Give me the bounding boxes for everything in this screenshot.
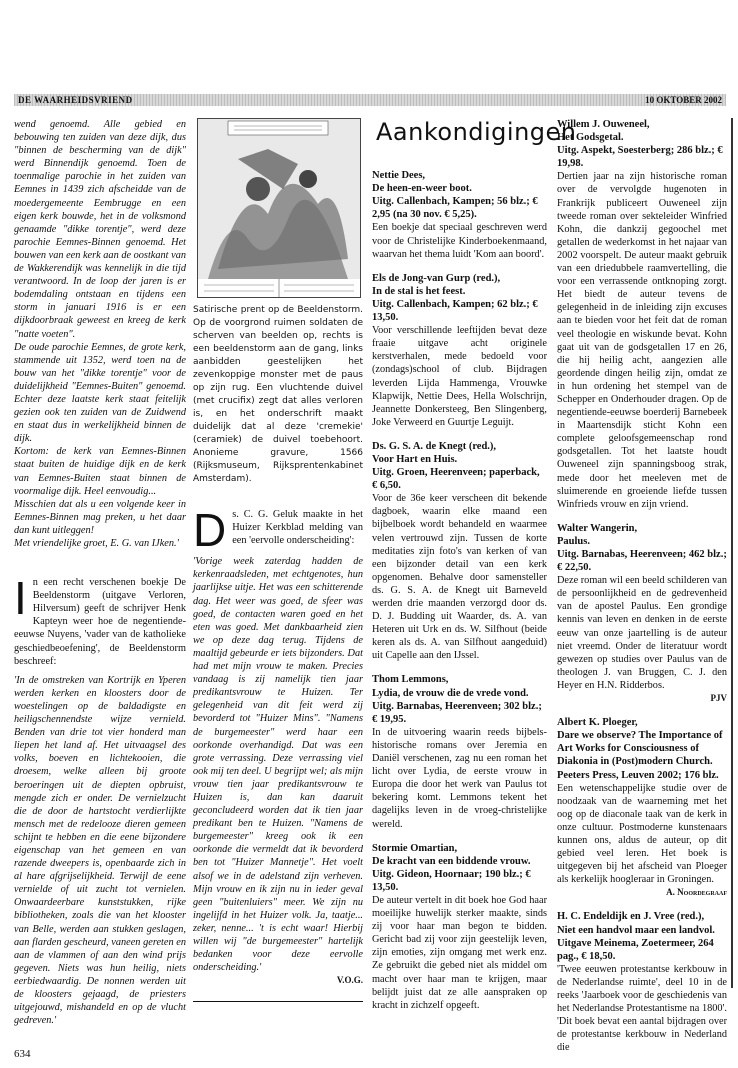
column-1 bbox=[14, 118, 186, 1027]
reviewer-signature: A. Noordegraaf bbox=[666, 887, 727, 898]
entry-heading-line: Uitg. Barnabas, Heerenveen; 302 blz.; € 19,95. bbox=[372, 700, 542, 725]
announcement-entry bbox=[557, 522, 727, 705]
entry-text: Een boekje dat speciaal geschreven werd voor de Christelijke Kinderboekenmaand, waarvan het thema luidt 'Kom aan boord'. bbox=[372, 222, 547, 260]
entry-heading-line: Albert K. Ploeger, bbox=[557, 717, 638, 729]
intro-text: n een recht verschenen boekje De Beeldenstorm (uitgave Verloren, Hilversum) geeft de schrijver Henk Kapteyn weer hoe de negentiende-eeuwse Nuyens, 'vader van de katholieke geschiedbeoefening', de Beeldenstorm beschreef: bbox=[14, 577, 186, 667]
entry-text: Deze roman wil een beeld schilderen van de persoonlijkheid en de gedrevenheid van de apostel Paulus. Een grondige kennis van leven en denken in de eerste eeuw van onze jaartelling is de auteur niet vreemd. Onder de literatuur wordt gewezen op studies over Paulus van de theologen J. van Bruggen, C. J. den Heyer en H.N. Ridderbos. bbox=[557, 575, 727, 691]
entry-heading-line: Dare we observe? The Importance of Art Works for Consciousness of Diakonia in (Post)modern Church. bbox=[557, 730, 723, 768]
entry-heading-line: Els de Jong-van Gurp (red.), bbox=[372, 272, 501, 284]
masthead: DE WAARHEIDSVRIEND bbox=[18, 95, 133, 105]
entry-text: De auteur vertelt in dit boek hoe God haar moeilijke huwelijk sterker maakte, sinds zij voor haar man begon te bidden. Gericht bad zij voor zijn geestelijk leven, zijn emoties, zijn omgang met werk enz. Ze gebruikt die gebed niet als middel om macht over haar man te krijgen, maar belijdt juist dat ze alle aanspraken op kracht in zichzelf opgeeft. bbox=[372, 894, 547, 1011]
entry-heading-line: De kracht van een biddende vrouw. bbox=[372, 855, 531, 867]
entry-text: In de uitvoering waarin reeds bijbels-historische romans over Jeremia en Daniël verschenen, zag nu een roman het licht over Lydia, de eerste vrouw in Europa die door het werk van Paulus tot bekering komt. Lemmons tekent het dagelijks leven in de vroeg-christelijke wereld. bbox=[372, 726, 547, 830]
image-caption: Satirische prent op de Beeldenstorm. Op de voorgrond ruimen soldaten de scherven van beelden op, rechts is een beeldenstorm aan de gang, links aanbidden geestelijken het zevenkoppige monster met de paus op zijn rug. Een vluchtende duivel (met crucifix) zegt dat alles verloren is, en het onderschrift maakt duidelijk dat al deze 'cremekie' (ceramiek) de duivel toebehoort. Anonieme gravure, 1566 (Rijksmuseum, Rijksprentenkabinet Amsterdam). bbox=[193, 305, 363, 484]
entry-heading-line: Het Godsgetal. bbox=[557, 132, 624, 144]
dropcap: I bbox=[14, 572, 27, 625]
entry-heading-line: Uitg. Callenbach, Kampen; 62 blz.; € 13,50. bbox=[372, 298, 538, 324]
entry-text: Een wetenschappelijke studie over de noodzaak van de waarneming met het oog op de diaconale taak van de kerk in onze cultuur. Postmoderne kunstenaars kunnen ons, aldus de auteur, op dit gebied veel leren. Het boek is uitgegeven bij het afscheid van Ploeger als kerkelijk hoogleraar in Groningen. bbox=[557, 782, 727, 886]
entry-heading-line: Uitg. Callenbach, Kampen; 56 blz.; € 2,95 (na 30 nov. € 5,25). bbox=[372, 196, 538, 221]
entry-heading-line: Uitg. Aspekt, Soesterberg; 286 blz.; € 19,98. bbox=[557, 145, 723, 170]
column-4-announcements bbox=[557, 118, 727, 1054]
announcement-entry bbox=[557, 716, 727, 899]
page-header bbox=[14, 94, 726, 106]
announcement-entry bbox=[372, 169, 547, 261]
announcement-entry bbox=[372, 272, 547, 429]
engraving-illustration bbox=[198, 119, 360, 297]
announcement-entry bbox=[557, 118, 727, 511]
geluk-intro bbox=[193, 504, 363, 556]
entry-heading-line: H. C. Endeldijk en J. Vree (red.), bbox=[557, 911, 705, 923]
entry-text: 'Twee eeuwen protestantse kerkbouw in de Nederlandse ruimte', deel 10 in de reeks 'Jaarboek voor de geschiedenis van het Nederlandse Protestantisme na 1800'. 'Dit boek bevat een aantal bijdragen over de protestantse kerkbouw in Nederland die bbox=[557, 963, 727, 1054]
author-signature: V.O.G. bbox=[336, 975, 363, 986]
page-edge-rule bbox=[731, 118, 733, 988]
entry-heading-line: Peeters Press, Leuven 2002; 176 blz. bbox=[557, 769, 719, 781]
paragraph: Kortom: de kerk van Eemnes-Binnen staat buiten de huidige dijk en de kerk van Eemnes-Buiten staat binnen de voormalige dijk. Heel eenvoudig... bbox=[14, 446, 186, 497]
announcement-list bbox=[557, 118, 727, 1054]
entry-text: Voor verschillende leeftijden bevat deze fraaie uitgave acht originele kerstverhalen, mede bedoeld voor (zondags)school of club. Bijdragen leverden Lijda Hammenga, Vrouwke Klapwijk, Nettie Dees, Hella Wolschrijn, Jeannette Donkersteeg, Ben Slingenberg, Joke Verweerd en Guurtje Leguijt. bbox=[372, 325, 547, 428]
announcement-entry bbox=[557, 910, 727, 1054]
column-3-announcements bbox=[372, 118, 577, 1012]
entry-heading-line: Ds. G. S. A. de Knegt (red.), bbox=[372, 440, 497, 452]
paragraph: De oude parochie Eemnes, de grote kerk, stammende uit 1352, werd toen na de bouw van het "dikke torentje" voor de duidelijkheid "Eemnes-Buiten" genoemd. Echter deze laatste kerk staat feitelijk gezien ook ten zuiden van de Zuidwend en staat dus in werkelijkheid binnen de dijk. bbox=[14, 341, 186, 445]
dropcap: D bbox=[193, 504, 227, 556]
entry-heading-line: Voor Hart en Huis. bbox=[372, 453, 458, 465]
nuyens-quote: 'In de omstreken van Kortrijk en Yperen werden kerken en kloosters door de woestelingen op de baldadigste en heiligschennendste wijze vernield. Benden van drie tot vier honderd man liepen het land af. Het uitvaagsel des volks, boeven en lichtekooien, die droesem, welke alleen bij groote beroeringen uit de diepten opbruist, mengde zich er onder. De vernielzucht die de door de hartstocht verdierlijkte mensch met de redelooze dieren gemeen schijnt te hebben en die eene bijzondere eigenschap van het gemeen en van razende dweepers is, openbaarde zich in al hare afgrijselijkheid. Terwijl de eene vernielde of uit zucht tot vernielen. Onwaardeerbare kunststukken, rijke bibliotheken, zoals die van het klooster van Belle, werden aan stukken geslagen, aan flarden gescheurd, vaneen gereten en aan de vlammen of aan den wind prijs gegeven. Niets was hun heilig, niets eerbiedwaardig. De nonnen werden uit de kloosters gejaagd, de priesters uitgejouwd, mishandeld en op de vlucht gedreven.' bbox=[14, 674, 186, 1027]
entry-heading-line: In de stal is het feest. bbox=[372, 285, 466, 297]
paragraph: Met vriendelijke groet, E. G. van IJken.' bbox=[14, 538, 179, 549]
entry-heading-line: Stormie Omartian, bbox=[372, 842, 458, 854]
entry-text: Dertien jaar na zijn historische roman over de vervolgde hugenoten in Frankrijk publiceert Ouweneel zijn tweede roman over sekteleider Winfried Kohn, die dankzij gegoochel met getallen de wederkomst in het najaar van 2002 voorspelt. De auteur maakt gebruik van een driedubbele raamvertelling, die voor een verrassende ontknoping zorgt. Het biedt de auteur tevens de gelegenheid in de inleiding zijn excuses aan te bieden voor het feit dat de roman veel theologie en wiskunde bevat. Kohn gaat uit van de godsgetallen 17 en 26, die hij heilig acht, aangezien alle geordende dingen heilig zijn, omdat ze in hun ordening het stempel van de Schepper en Onderhouder dragen. Op de negentiende-eeuwse boerderij Barnebeek in Maartensdijk sticht Kohn een complete geloofsgemeenschap rond godsgetallen. Tot het laatste houdt Ouweneel zijn spanningsboog strak, mede door het meeleven met de sluimerende en groeiende liefde tussen Winfrieds vrouw en zijn vriend. bbox=[557, 171, 727, 510]
entry-heading-line: Uitg. Gideon, Hoornaar; 190 blz.; € 13,50. bbox=[372, 868, 531, 893]
entry-heading-line: Willem J. Ouweneel, bbox=[557, 119, 650, 130]
kerkblad-quote: 'Vorige week zaterdag hadden de kerkenraadsleden, met echtgenotes, hun jaarlijkse uitje. Het was een schitterende dag. Het weer was goed, de sfeer was goed, de contacten waren goed en het eten was goed. Met dankbaarheid zien we op deze dag terug. Tijdens de maaltijd gebeurde er iets bijzonders. Dat had met mijn vrouw te maken. Precies vandaag is zij namelijk tien jaar predikantsvrouw te Huizen. Ter gelegenheid van dit feit werd zij bevorderd tot "Huizer Mins". "Namens de burgemeester" werd haar een oorkonde overhandigd. Dat was een grote verrassing. Deze verrassing viel ook mij ten deel. U begrijpt wel; als mijn vrouw tien jaar predikantsvrouw te Huizen is, dan kan daaruit geconcludeerd worden dat ik tien jaar predikant ben te Huizen. "Namens de burgemeester" kreeg ook ik een oorkonde die vermeldt dat ik bevorderd ben tot "Huizer Mannetje". Het voelt alsof we in de adelstand zijn verheven. Mijn vrouw en ik zijn nu in ieder geval geen "buitenluiers" meer. We zijn nu ingelijfd in het Huizer volk. Ja, taatje... zeker, nenne... 't is echt waar! Hierbij willen wij "de burgemeester" hartelijk bedanken voor deze eervolle onderscheiding.' bbox=[193, 556, 363, 974]
entry-text: Voor de 36e keer verscheen dit bekende dagboek, waarin elke maand een bijbelboek wordt behandeld en waarmee velen vertrouwd zijn. Tussen de korte meditaties zijn foto's van kerken of van een bijzonder detail van een kerk opgenomen. Behalve door samensteller ds. G. S. A. de Knegt uit Barneveld werden drie maanden verzorgd door ds. D. J. Budding uit Waarder, ds. A. van Heteren uit Urk en ds. W. Silfhout (beide keren als ds. A. van Silfhout aangeduid) uit Capelle aan den IJssel. bbox=[372, 493, 547, 662]
section-title: Aankondigingen bbox=[376, 118, 577, 146]
beeldenstorm-intro bbox=[14, 572, 186, 668]
entry-heading-line: Paulus. bbox=[557, 535, 590, 547]
entry-heading-line: Nettie Dees, bbox=[372, 170, 426, 182]
intro-text: s. C. G. Geluk maakte in het Huizer Kerkblad melding van een 'eervolle onderscheiding': bbox=[232, 509, 363, 547]
page-number: 634 bbox=[14, 1048, 31, 1060]
entry-heading-line: Walter Wangerin, bbox=[557, 522, 638, 534]
entry-heading-line: Uitgave Meinema, Zoetermeer, 264 pag., € 18,50. bbox=[557, 937, 714, 962]
paragraph: wend genoemd. Alle gebied en bebouwing ten zuiden van deze dijk, dus "binnen de bescherming van de dijk" werd Binnendijk genoemd. Toen de toenmalige parochie in het zuiden van Eemnes in 1439 zich afscheidde van de moedergemeente Eembrugge en een eigen kerk bouwde, het in de volksmond genaamde "dikke torentje", werd deze parochie Eemnes-Binnen genoemd. Het bouwen van een kerk aan de oostkant van de Wakkerendijk was kennelijk in die tijd verantwoord. In de loop der jaren is er bodemdaling ontstaan en tijdens een storm in januari 1916 is er een dijkdoorbraak geweest en kreeg de kerk "natte voeten". bbox=[14, 119, 186, 340]
announcement-list bbox=[372, 169, 547, 1012]
issue-date: 10 OKTOBER 2002 bbox=[645, 95, 722, 105]
announcement-entry bbox=[372, 440, 547, 663]
announcement-entry bbox=[372, 673, 547, 830]
announcement-entry bbox=[372, 842, 547, 1012]
satirical-engraving-image bbox=[197, 118, 361, 298]
entry-heading-line: De heen-en-weer boot. bbox=[372, 183, 472, 195]
column-2 bbox=[193, 118, 363, 1004]
entry-heading-line: Lydia, de vrouw die de vrede vond. bbox=[372, 687, 529, 699]
entry-heading-line: Thom Lemmons, bbox=[372, 674, 449, 686]
entry-heading-line: Uitg. Groen, Heerenveen; paperback, € 6,50. bbox=[372, 467, 540, 492]
reviewer-signature: PJV bbox=[710, 693, 727, 704]
paragraph: Misschien dat als u een volgende keer in Eemnes-Binnen mag preken, u het daar dan kunt uitleggen! bbox=[14, 498, 186, 536]
entry-heading-line: Uitg. Barnabas, Heerenveen; 462 blz.; € 22,50. bbox=[557, 549, 727, 574]
entry-heading-line: Niet een handvol maar een landvol. bbox=[557, 924, 715, 936]
